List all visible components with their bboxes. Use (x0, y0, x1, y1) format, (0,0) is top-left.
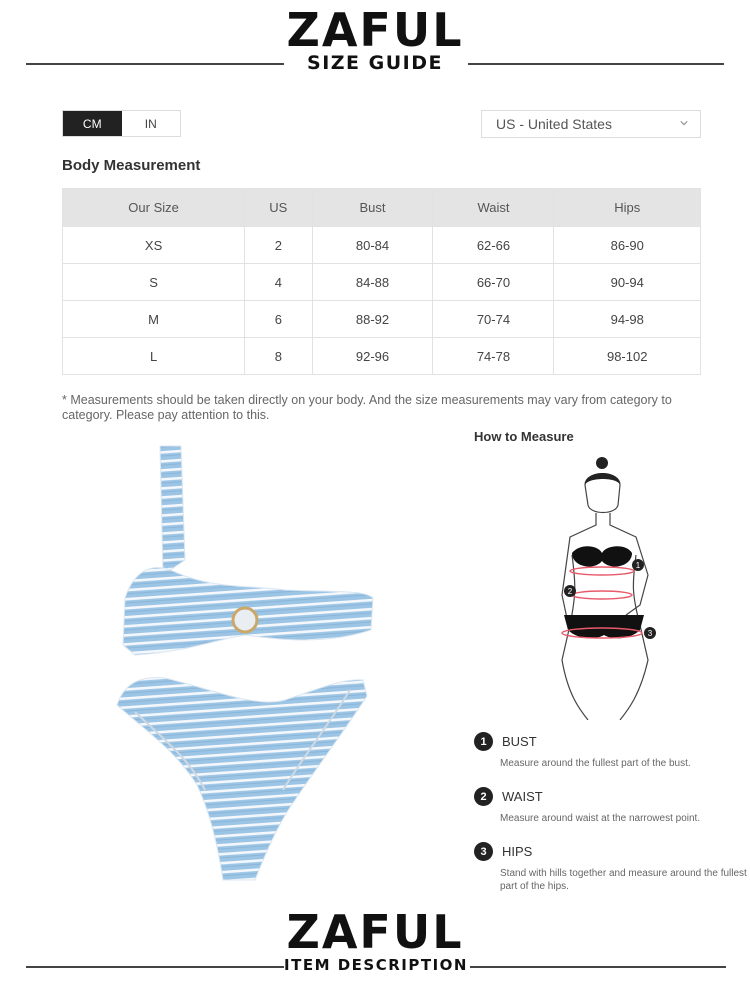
table-cell: 6 (245, 301, 312, 338)
item-description-title: ITEM DESCRIPTION (284, 956, 468, 974)
col-header: US (245, 189, 312, 227)
body-measurement-title: Body Measurement (62, 157, 201, 174)
region-select-value: US - United States (496, 116, 612, 132)
chevron-down-icon (680, 119, 688, 127)
table-header-row (63, 189, 701, 227)
body-figure-illustration (540, 455, 690, 720)
waist-marker-label: 2 (567, 587, 573, 596)
size-table (62, 188, 701, 375)
col-header: Our Size (63, 189, 245, 227)
measurement-note: * Measurements should be taken directly on your body. And the size measurements may vary from category to category. Please pay attention to this. (62, 393, 672, 422)
hips-marker-label: 3 (647, 629, 653, 638)
table-cell: 90-94 (554, 264, 701, 301)
table-cell: 70-74 (433, 301, 554, 338)
region-select[interactable] (481, 110, 701, 138)
table-row (63, 227, 701, 264)
table-cell: 92-96 (312, 338, 433, 375)
table-cell: 98-102 (554, 338, 701, 375)
table-cell: S (63, 264, 245, 301)
step-number: 1 (474, 732, 493, 751)
table-cell: 84-88 (312, 264, 433, 301)
table-cell: 86-90 (554, 227, 701, 264)
brand-logo-bottom: ZAFUL (286, 905, 464, 959)
unit-in-button[interactable]: IN (122, 111, 181, 136)
step-number: 2 (474, 787, 493, 806)
table-cell: 2 (245, 227, 312, 264)
step-name: HIPS (502, 844, 533, 859)
col-header: Hips (554, 189, 701, 227)
table-cell: 74-78 (433, 338, 554, 375)
bust-marker-label: 1 (635, 561, 641, 570)
table-cell: 62-66 (433, 227, 554, 264)
table-cell: 94-98 (554, 301, 701, 338)
size-guide-title: SIZE GUIDE (307, 52, 443, 74)
table-cell: L (63, 338, 245, 375)
item-description-heading (26, 956, 726, 978)
brand-logo-top: ZAFUL (286, 3, 464, 57)
table-cell: M (63, 301, 245, 338)
col-header: Bust (312, 189, 433, 227)
step-number: 3 (474, 842, 493, 861)
how-to-measure-title: How to Measure (474, 429, 574, 444)
size-guide-heading (26, 52, 724, 76)
divider-right (468, 63, 724, 65)
step-name: WAIST (502, 789, 543, 804)
table-cell: 4 (245, 264, 312, 301)
table-row (63, 301, 701, 338)
product-image (105, 440, 375, 890)
unit-cm-button[interactable]: CM (63, 111, 122, 136)
table-row (63, 338, 701, 375)
table-cell: XS (63, 227, 245, 264)
step-name: BUST (502, 734, 537, 749)
table-cell: 88-92 (312, 301, 433, 338)
unit-toggle (62, 110, 181, 137)
step-description: Measure around waist at the narrowest point. (500, 813, 701, 824)
table-row (63, 264, 701, 301)
divider-right (470, 966, 726, 968)
step-description: Stand with hills together and measure around the fullest part of the hips. (500, 868, 747, 892)
col-header: Waist (433, 189, 554, 227)
table-cell: 80-84 (312, 227, 433, 264)
table-cell: 8 (245, 338, 312, 375)
table-cell: 66-70 (433, 264, 554, 301)
step-description: Measure around the fullest part of the bust. (500, 758, 691, 769)
